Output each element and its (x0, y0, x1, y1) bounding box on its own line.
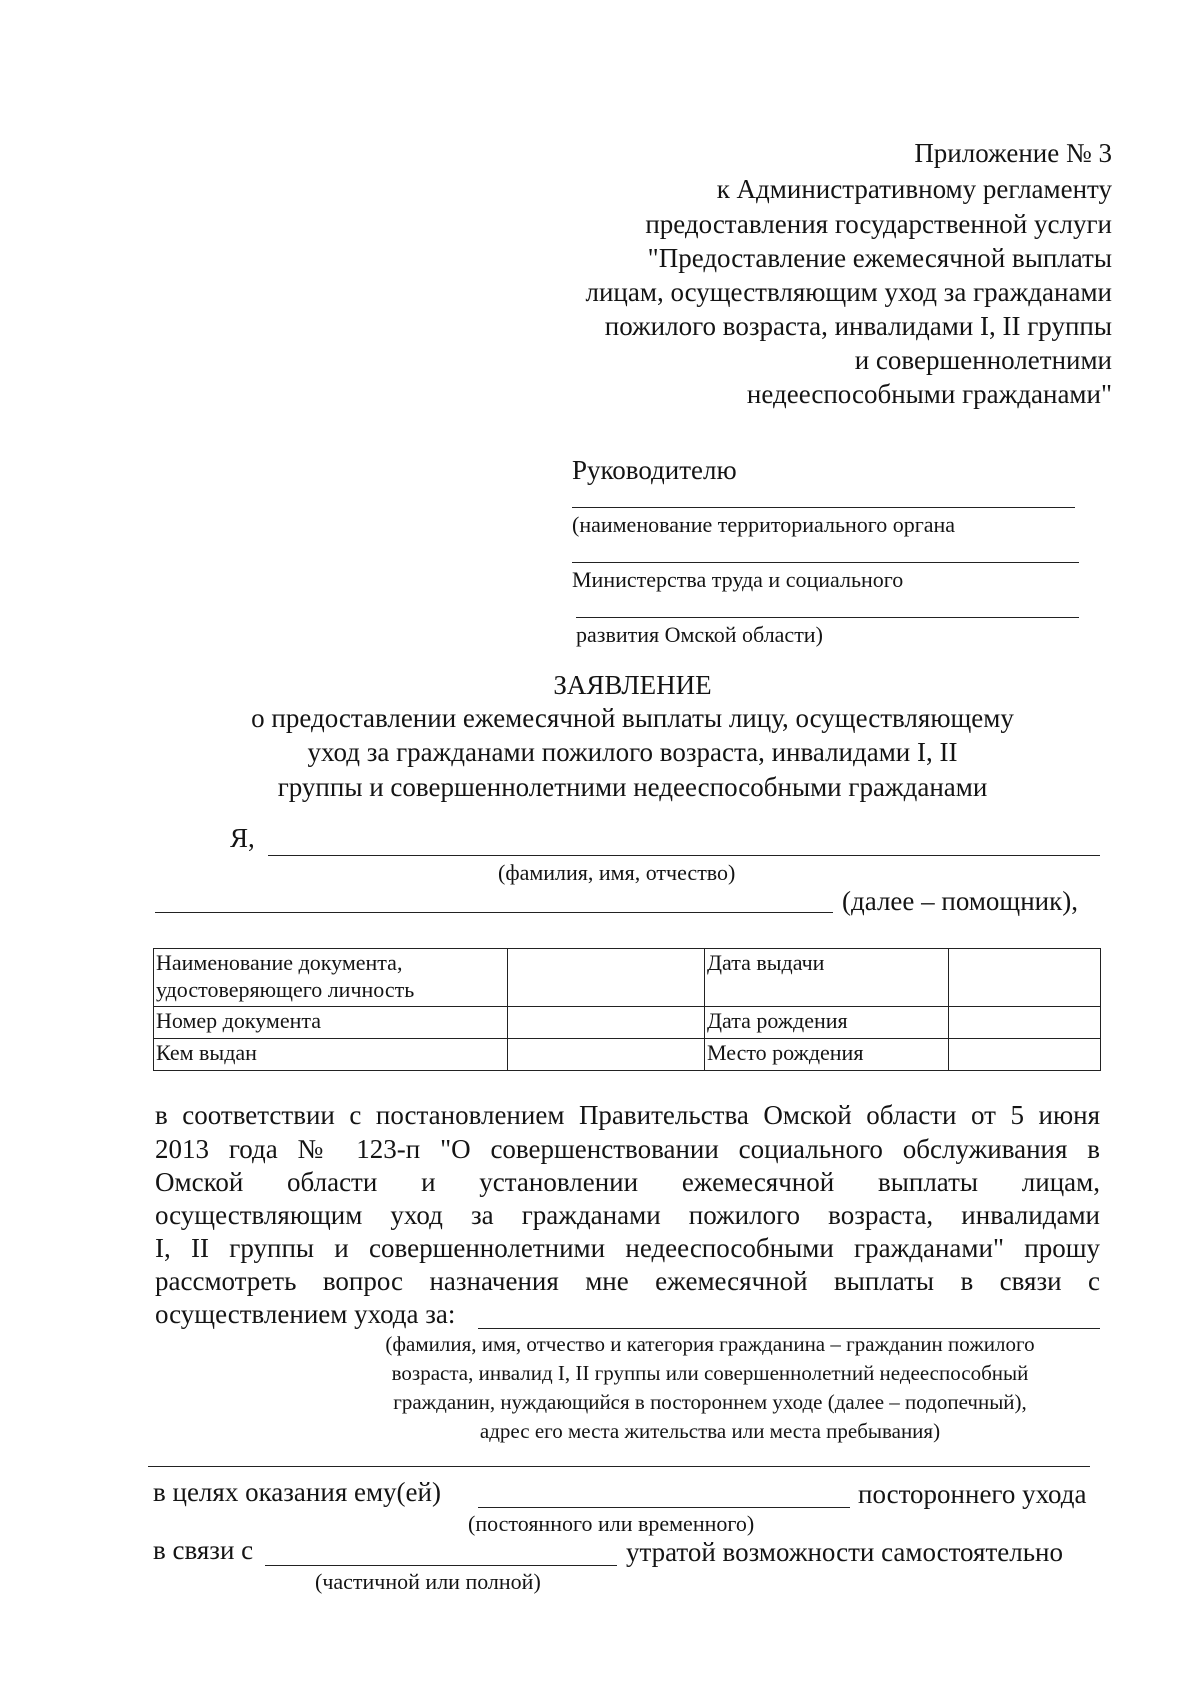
body-line: 2013 года № 123-п "О совершенствовании социального обслуживания в (155, 1134, 1100, 1164)
table-label: Кем выдан (154, 1039, 508, 1071)
addressee-hint: Министерства труда и социального (572, 567, 904, 592)
applicant-fio-line-2[interactable] (155, 912, 833, 913)
annex-line: к Административному регламенту (716, 174, 1112, 204)
annex-line: Приложение № 3 (914, 138, 1112, 168)
care-type-suffix: постороннего ухода (858, 1479, 1087, 1509)
care-type-prefix: в целях оказания ему(ей) (153, 1477, 441, 1507)
body-line: рассмотреть вопрос назначения мне ежемесячной выплаты в связи с (155, 1266, 1100, 1296)
addressee-line-3[interactable] (576, 617, 1079, 618)
applicant-suffix: (далее – помощник), (842, 886, 1078, 916)
body-line: в соответствии с постановлением Правительства Омской области от 5 июня (155, 1100, 1100, 1130)
table-label: Наименование документа, удостоверяющего личность (154, 949, 508, 1007)
care-hint-line: (фамилия, имя, отчество и категория гражданина – гражданин пожилого (385, 1332, 1035, 1356)
table-value-cell[interactable] (949, 1039, 1101, 1071)
annex-line: лицам, осуществляющим уход за гражданами (585, 277, 1112, 307)
care-label: осуществлением ухода за: (155, 1299, 456, 1329)
statement-subtitle-line: группы и совершеннолетними недееспособными гражданами (277, 772, 988, 802)
loss-suffix: утратой возможности самостоятельно (626, 1537, 1063, 1567)
loss-prefix: в связи с (153, 1535, 254, 1565)
applicant-fio-line[interactable] (268, 855, 1100, 856)
loss-hint: (частичной или полной) (315, 1569, 541, 1594)
table-label: Номер документа (154, 1007, 508, 1039)
table-value-cell[interactable] (508, 1039, 705, 1071)
table-label: Дата рождения (705, 1007, 949, 1039)
loss-degree-line[interactable] (265, 1565, 617, 1566)
table-value-cell[interactable] (508, 949, 705, 1007)
table-row (154, 949, 1101, 1007)
body-line: Омской области и установлении ежемесячной выплаты лицам, (155, 1167, 1100, 1197)
applicant-fio-hint: (фамилия, имя, отчество) (498, 860, 736, 885)
care-hint-line: адрес его места жительства или места пребывания) (479, 1419, 941, 1443)
table-label: Место рождения (705, 1039, 949, 1071)
applicant-prefix: Я, (230, 823, 255, 853)
addressee-hint: развития Омской области) (576, 622, 823, 647)
annex-line: "Предоставление ежемесячной выплаты (647, 243, 1112, 273)
id-document-table (153, 948, 1101, 1071)
table-value-cell[interactable] (508, 1007, 705, 1039)
care-recipient-line[interactable] (478, 1328, 1100, 1329)
statement-title: ЗАЯВЛЕНИЕ (553, 670, 712, 700)
care-hint-line: возраста, инвалид I, II группы или совершеннолетний недееспособный (391, 1361, 1029, 1385)
addressee-title: Руководителю (572, 455, 737, 485)
annex-line: предоставления государственной услуги (645, 209, 1112, 239)
statement-subtitle-line: о предоставлении ежемесячной выплаты лицу, осуществляющему (251, 703, 1014, 733)
care-type-hint: (постоянного или временного) (468, 1511, 755, 1536)
statement-subtitle-line: уход за гражданами пожилого возраста, инвалидами I, II (307, 737, 958, 767)
addressee-hint: (наименование территориального органа (572, 512, 956, 537)
addressee-line-2[interactable] (572, 562, 1079, 563)
addressee-line-1[interactable] (572, 507, 1075, 508)
annex-line: недееспособными гражданами" (746, 379, 1112, 409)
care-type-line[interactable] (478, 1507, 850, 1508)
annex-line: пожилого возраста, инвалидами I, II группы (604, 311, 1112, 341)
body-line: I, II группы и совершеннолетними недееспособными гражданами" прошу (155, 1233, 1100, 1263)
table-label: Дата выдачи (705, 949, 949, 1007)
care-address-line[interactable] (148, 1466, 1090, 1467)
table-row (154, 1007, 1101, 1039)
table-value-cell[interactable] (949, 1007, 1101, 1039)
table-row (154, 1039, 1101, 1071)
body-line: осуществляющим уход за гражданами пожилого возраста, инвалидами (155, 1200, 1100, 1230)
care-hint-line: гражданин, нуждающийся в постороннем уходе (далее – подопечный), (393, 1390, 1027, 1414)
table-value-cell[interactable] (949, 949, 1101, 1007)
annex-line: и совершеннолетними (854, 345, 1112, 375)
